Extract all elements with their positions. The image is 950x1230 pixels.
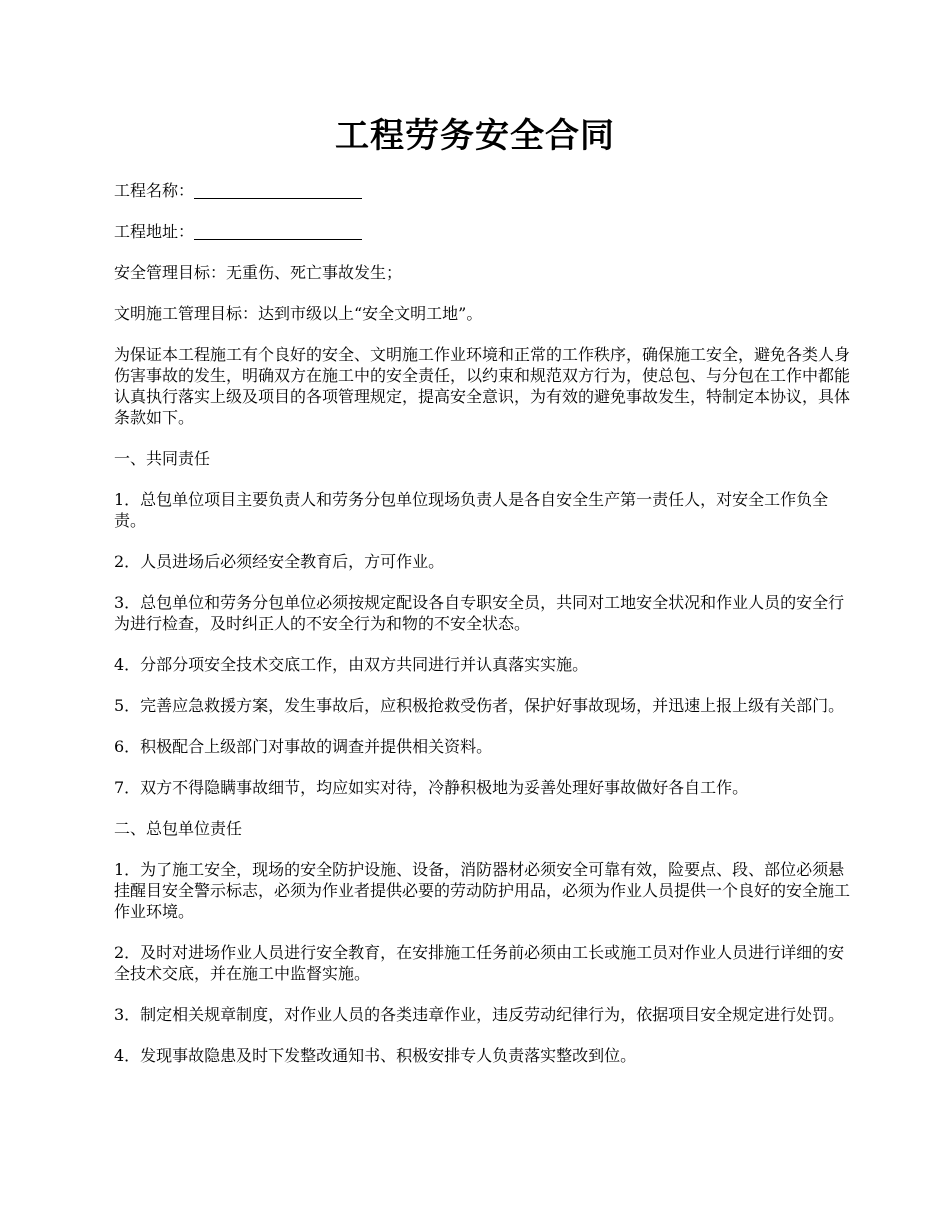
clause-item: 7．双方不得隐瞒事故细节，均应如实对待，冷静积极地为妥善处理好事故做好各自工作。 [114,778,749,797]
section-heading: 一、共同责任 [114,449,211,468]
clause-item: 4．分部分项安全技术交底工作，由双方共同进行并认真落实实施。 [114,655,589,674]
document-title: 工程劳务安全合同 [335,116,615,156]
clause-item: 1．为了施工安全，现场的安全防护设施、设备，消防器材必须安全可靠有效，险要点、段、部位必须悬挂醒目安全警示标志，必须为作业者提供必要的劳动防护用品，必须为作业人员提供一个良好的安全施工作业环境。 [114,860,851,921]
fill-in-blank [194,223,362,240]
clause-item: 5．完善应急救援方案，发生事故后，应积极抢救受伤者，保护好事故现场，并迅速上报上级有关部门。 [114,696,845,715]
clause-item: 2．及时对进场作业人员进行安全教育，在安排施工任务前必须由工长或施工员对作业人员进行详细的安全技术交底，并在施工中监督实施。 [114,943,845,983]
field-label: 工程地址： [114,222,195,241]
paragraph-civilized-goal: 文明施工管理目标：达到市级以上“安全文明工地”。 [114,304,483,323]
clause-item: 1．总包单位项目主要负责人和劳务分包单位现场负责人是各自安全生产第一责任人，对安全工作负全责。 [114,490,829,530]
fill-in-blank [194,182,362,199]
field-project-name [114,180,854,201]
clause-item: 2．人员进场后必须经安全教育后，方可作业。 [114,552,445,571]
clause-item: 3．制定相关规章制度，对作业人员的各类违章作业，违反劳动纪律行为，依据项目安全规定进行处罚。 [114,1005,845,1024]
clause-item: 4．发现事故隐患及时下发整改通知书、积极安排专人负责落实整改到位。 [114,1046,637,1065]
field-label: 工程名称： [114,181,195,200]
clause-item: 3．总包单位和劳务分包单位必须按规定配设各自专职安全员，共同对工地安全状况和作业人员的安全行为进行检查，及时纠正人的不安全行为和物的不安全状态。 [114,593,845,633]
document-body [114,180,854,1086]
section-heading: 二、总包单位责任 [114,819,243,838]
clause-item: 6．积极配合上级部门对事故的调查并提供相关资料。 [114,737,493,756]
paragraph-safety-goal: 安全管理目标：无重伤、死亡事故发生； [114,263,403,282]
field-project-address [114,221,854,242]
paragraph-preamble: 为保证本工程施工有个良好的安全、文明施工作业环境和正常的工作秩序，确保施工安全，避免各类人身伤害事故的发生，明确双方在施工中的安全责任，以约束和规范双方行为，使总包、与分包在工作中都能认真执行落实上级及项目的各项管理规定，提高安全意识，为有效的避免事故发生，特制定本协议，具体条款如下。 [114,345,851,427]
